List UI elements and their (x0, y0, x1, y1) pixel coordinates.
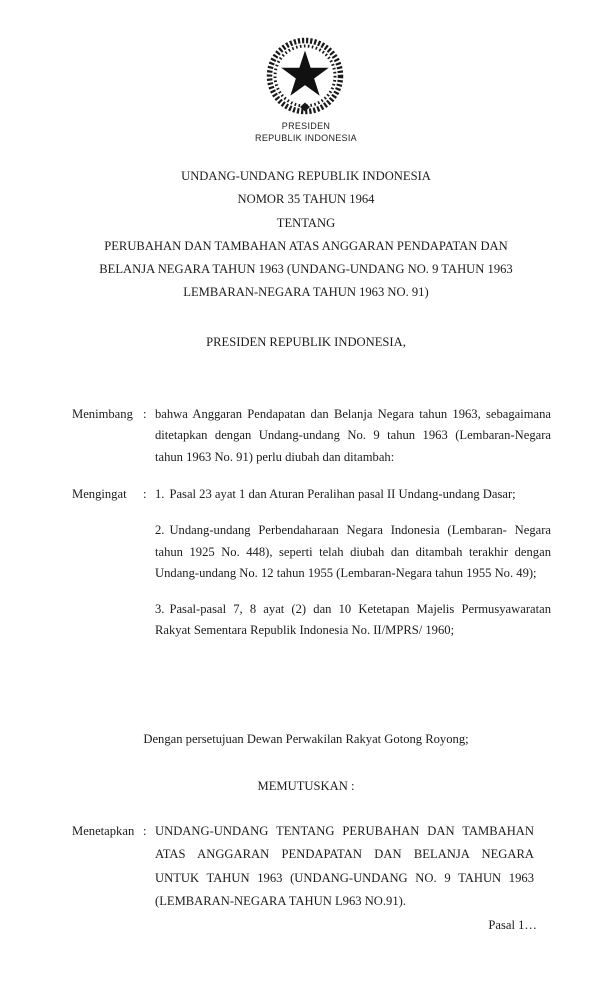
clause-colon: : (143, 824, 147, 838)
approval-line: Dengan persetujuan Dewan Perwakilan Rakyat Gotong Royong; (143, 732, 469, 746)
list-item-text: Pasal 23 ayat 1 dan Aturan Peralihan pasal II Undang-undang Dasar; (169, 487, 516, 501)
list-item-text: Pasal-pasal 7, 8 ayat (2) dan 10 Ketetapan Majelis Permusyawaratan Rakyat Sementara Republik Indonesia No. II/MPRS/ 1960; (155, 602, 551, 638)
list-item-number: 2. (155, 523, 165, 538)
clause-label: Mengingat (72, 487, 127, 501)
title-line: LEMBARAN-NEGARA TAHUN 1963 NO. 91) (183, 285, 429, 300)
list-item (155, 484, 551, 505)
clause-colon: : (143, 407, 147, 421)
memutuskan-heading: MEMUTUSKAN : (257, 779, 355, 793)
seal-caption-line2: REPUBLIK INDONESIA (255, 132, 357, 143)
section-menimbang (72, 404, 551, 468)
title-line: TENTANG (276, 215, 336, 230)
list-item (155, 599, 551, 642)
continuation-marker: Pasal 1… (488, 918, 537, 932)
presidential-seal (266, 37, 344, 115)
clause-label: Menetapkan (72, 824, 135, 838)
title-line: BELANJA NEGARA TAHUN 1963 (UNDANG-UNDANG NO. 9 TAHUN 1963 (99, 262, 513, 277)
title-line: NOMOR 35 TAHUN 1964 (237, 192, 375, 207)
clause-text: bahwa Anggaran Pendapatan dan Belanja Negara tahun 1963, sebagaimana ditetapkan dengan Undang-undang No. 9 tahun 1963 (Lembaran-Negara tahun 1963 No. 91) perlu diubah dan ditambah: (155, 407, 551, 464)
list-item (155, 520, 551, 584)
section-mengingat (72, 484, 551, 642)
section-menetapkan (72, 820, 534, 913)
title-line: PERUBAHAN DAN TAMBAHAN ATAS ANGGARAN PENDAPATAN DAN (104, 238, 508, 253)
list-item-number: 3. (155, 602, 165, 617)
clause-label: Menimbang (72, 407, 133, 421)
list-item-text: Undang-undang Perbendaharaan Negara Indonesia (Lembaran- Negara tahun 1925 No. 448), seperti telah diubah dan ditambah terakhir dengan Undang-undang No. 12 tahun 1955 (Lembaran-Negara tahun 1955 No. 49); (155, 523, 551, 580)
seal-caption-line1: PRESIDEN (281, 121, 331, 131)
clause-text: UNDANG-UNDANG TENTANG PERUBAHAN DAN TAMBAHAN ATAS ANGGARAN PENDAPATAN DAN BELANJA NEGARA UNTUK TAHUN 1963 (UNDANG-UNDANG NO. 9 TAHUN 1963 (LEMBARAN-NEGARA TAHUN L963 NO.91). (155, 824, 534, 908)
seal-caption (0, 121, 612, 144)
star-in-wreath-icon (266, 37, 344, 115)
clause-list (155, 484, 551, 642)
list-item-number: 1. (155, 487, 165, 501)
title-line: UNDANG-UNDANG REPUBLIK INDONESIA (181, 169, 431, 183)
clause-colon: : (143, 487, 147, 501)
salutation-line: PRESIDEN REPUBLIK INDONESIA, (206, 335, 406, 349)
document-title (0, 165, 612, 305)
